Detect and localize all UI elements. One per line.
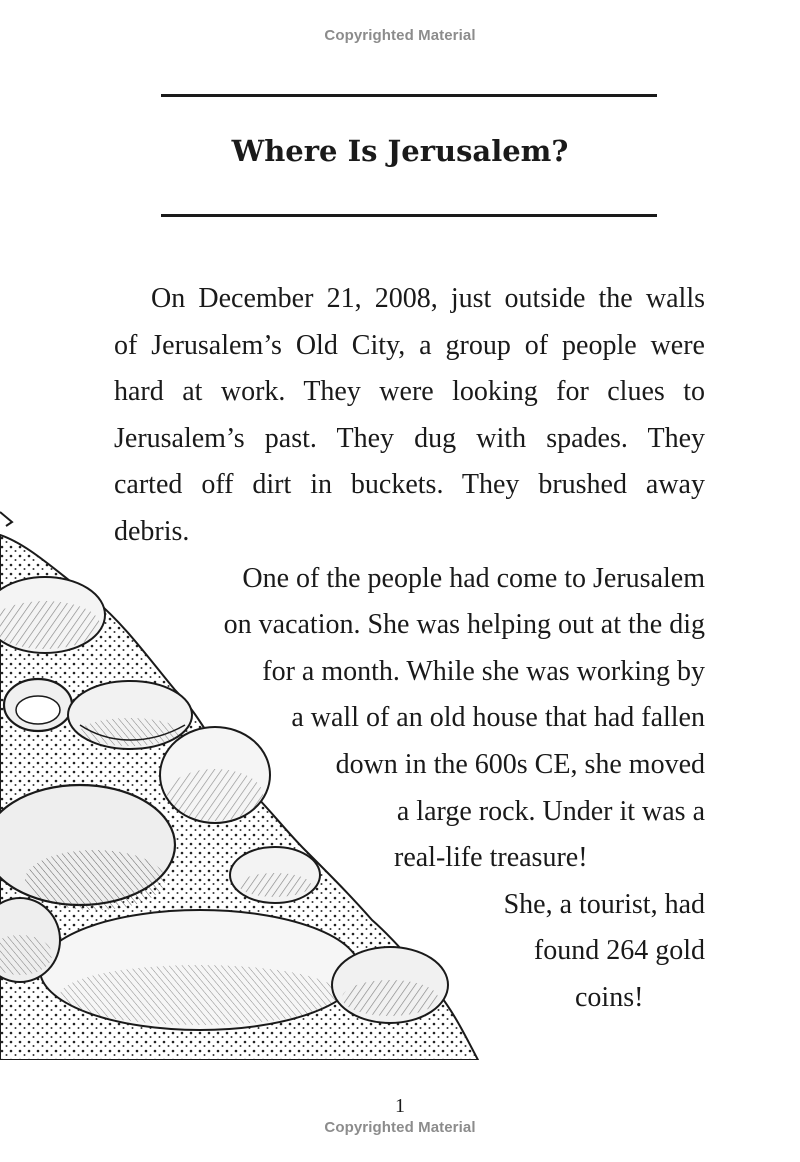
- text-line: on vacation. She was helping out at the dig: [223, 609, 705, 641]
- chapter-title: Where Is Jerusalem?: [231, 134, 569, 168]
- text-line: One of the people had come to Jerusalem: [242, 562, 705, 594]
- text-line: coins!: [575, 981, 644, 1013]
- text-line: debris.: [114, 515, 190, 547]
- copyright-watermark-top: Copyrighted Material: [324, 27, 476, 44]
- text-line: hard at work. They were looking for clues to: [114, 376, 705, 408]
- copyright-watermark-bottom: Copyrighted Material: [324, 1119, 476, 1136]
- text-line: a wall of an old house that had fallen: [291, 702, 705, 734]
- text-line: found 264 gold: [533, 935, 705, 967]
- text-line: a large rock. Under it was a: [396, 795, 705, 827]
- title-rule-top: [161, 94, 657, 97]
- text-line: carted off dirt in buckets. They brushed away: [114, 469, 705, 501]
- text-line: for a month. While she was working by: [262, 655, 705, 687]
- text-line: real-life treasure!: [394, 842, 588, 874]
- text-line: Jerusalem’s past. They dug with spades. They: [114, 422, 705, 454]
- body-text: [114, 276, 705, 1022]
- text-line: On December 21, 2008, just outside the walls: [151, 283, 705, 314]
- text-line: She, a tourist, had: [503, 888, 705, 920]
- text-line: of Jerusalem’s Old City, a group of people were: [114, 329, 705, 361]
- text-line: down in the 600s CE, she moved: [335, 748, 705, 780]
- page-number: 1: [395, 1095, 405, 1117]
- title-rule-bottom: [161, 214, 657, 217]
